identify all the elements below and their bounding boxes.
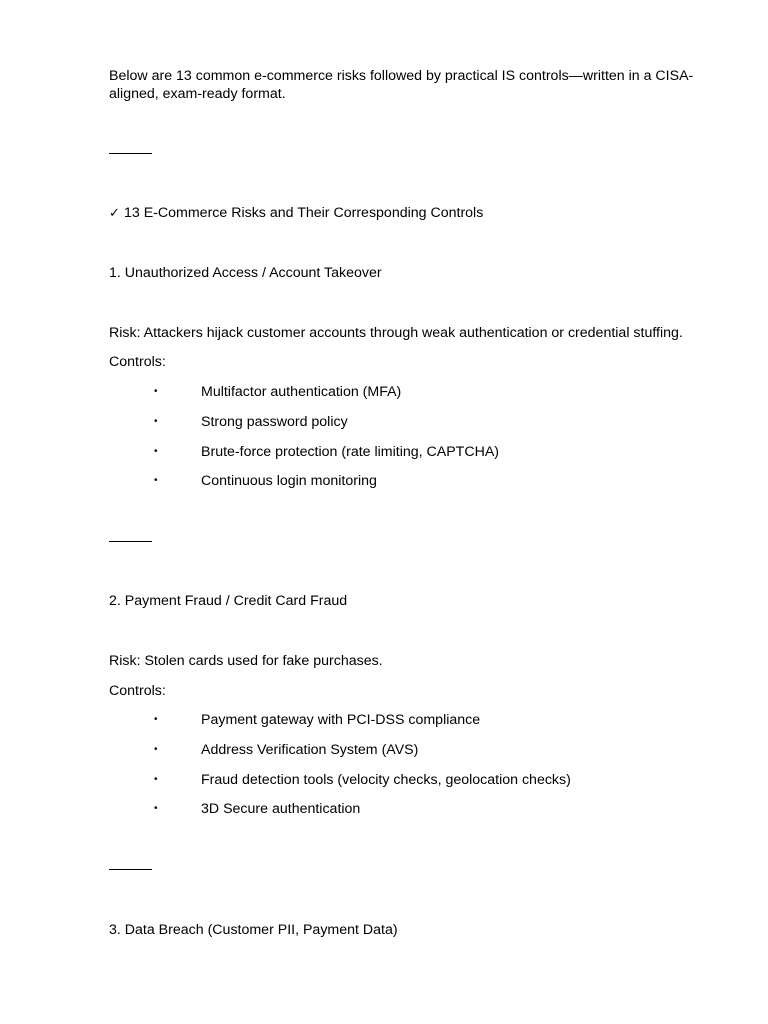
control-text: Address Verification System (AVS) xyxy=(201,742,419,758)
bullet-marker: • xyxy=(154,714,158,725)
bullet-marker: • xyxy=(154,446,158,457)
risk-statement: Risk: Stolen cards used for fake purchases. xyxy=(109,653,383,669)
risk-statement: Risk: Attackers hijack customer accounts through weak authentication or credential stuffing. xyxy=(109,325,683,341)
control-text: Fraud detection tools (velocity checks, geolocation checks) xyxy=(201,772,571,788)
section-divider xyxy=(109,153,152,154)
control-list-item xyxy=(0,443,768,461)
control-text: Payment gateway with PCI-DSS compliance xyxy=(201,712,481,728)
section-title: 1. Unauthorized Access / Account Takeover xyxy=(109,265,382,281)
section-title: 2. Payment Fraud / Credit Card Fraud xyxy=(109,593,348,609)
bullet-marker: • xyxy=(154,475,158,486)
control-text: Multifactor authentication (MFA) xyxy=(201,384,402,400)
control-text: Strong password policy xyxy=(201,414,348,430)
document-heading xyxy=(109,204,483,223)
control-list-item xyxy=(0,413,768,431)
check-mark-icon: ✓ xyxy=(109,206,120,221)
bullet-marker: • xyxy=(154,803,158,814)
bullet-marker: • xyxy=(154,386,158,397)
controls-label: Controls: xyxy=(109,683,166,699)
bullet-marker: • xyxy=(154,416,158,427)
intro-paragraph: Below are 13 common e-commerce risks followed by practical IS controls—written in a CISA-aligned, exam-ready format. xyxy=(109,68,694,102)
section-title: 3. Data Breach (Customer PII, Payment Data) xyxy=(109,922,398,938)
section-divider xyxy=(109,541,152,542)
control-list-item xyxy=(0,771,768,789)
bullet-marker: • xyxy=(154,774,158,785)
control-list-item xyxy=(0,383,768,401)
control-text: Brute-force protection (rate limiting, CAPTCHA) xyxy=(201,444,500,460)
control-text: Continuous login monitoring xyxy=(201,473,377,489)
bullet-marker: • xyxy=(154,744,158,755)
control-list-item xyxy=(0,711,768,729)
control-text: 3D Secure authentication xyxy=(201,801,361,817)
control-list-item xyxy=(0,800,768,818)
controls-label: Controls: xyxy=(109,354,166,370)
section-divider xyxy=(109,869,152,870)
control-list-item xyxy=(0,472,768,490)
heading-text: 13 E-Commerce Risks and Their Corresponding Controls xyxy=(124,205,484,221)
control-list-item xyxy=(0,741,768,759)
